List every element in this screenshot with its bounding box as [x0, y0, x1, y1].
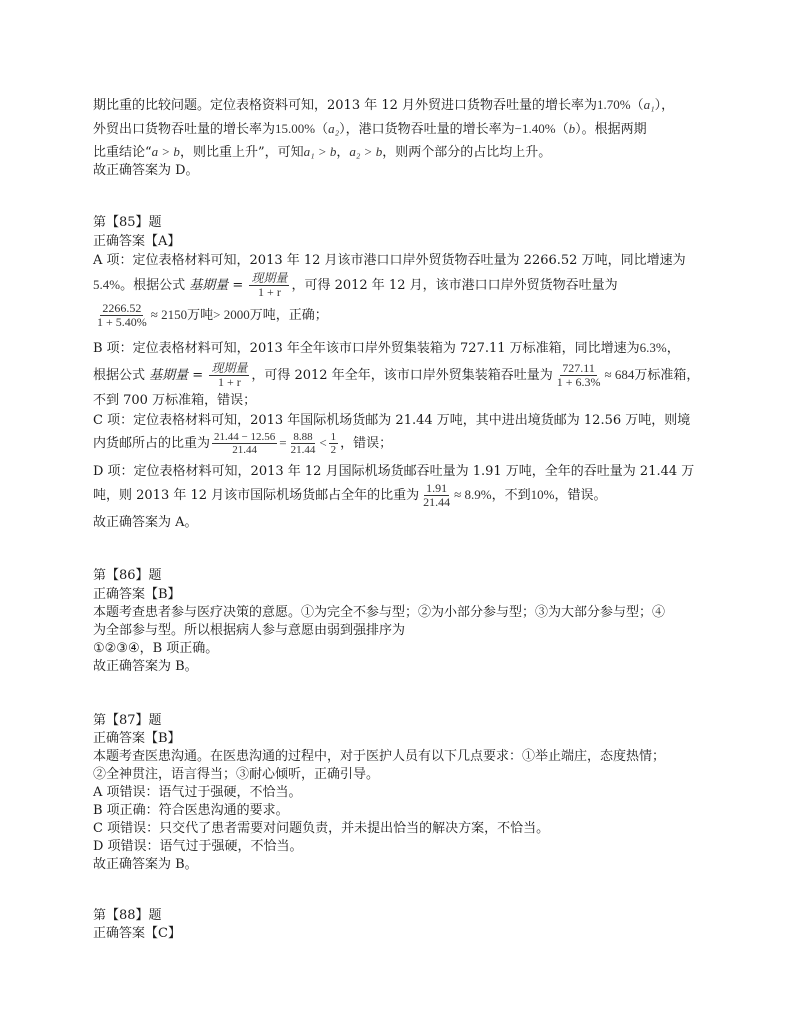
formula-fraction: $\frac{\text{现期量}}{1 + r}$	[211, 361, 248, 389]
q86-final: 故正确答案为 B。	[93, 659, 198, 674]
q84-line-1: 期比重的比较问题。定位表格资料可知，2013 年 12 月外贸进口货物吞吐量的增长率为1.70%（a₁），	[93, 97, 675, 113]
math-inline: 15.00%	[275, 121, 316, 136]
q88-answer: 正确答案【C】	[93, 926, 181, 941]
q87-option-d: D 项错误：语气过于强硬，不恰当。	[93, 839, 303, 854]
q85-a-line-1: A 项：定位表格材料可知，2013 年 12 月该市港口口岸外贸货物吞吐量为 2266.52 万吨，同比增速为	[93, 253, 686, 268]
q87-option-a: A 项错误：语气过于强硬，不恰当。	[93, 785, 302, 800]
q84-line-3: 比重结论“a > b，则比重上升”，可知a₁ > b，a₂ > b，则两个部分的占比均上升。	[93, 144, 552, 160]
q87-option-c: C 项错误：只交代了患者需要对问题负责，并未提出恰当的解决方案，不恰当。	[93, 821, 550, 836]
formula-fraction: $\frac{1}{2}$	[330, 431, 337, 456]
q85-b-line-2: 根据公式 基期量 = $\frac{\text{现期量}}{1 + r}$ ，可得 2012 年全年，该市口岸外贸集装箱吞吐量为 $\frac{727.11}{1 + 6.3\%}$ ≈ 684万标准箱，	[93, 361, 700, 389]
q87-title: 第【87】题	[93, 713, 162, 728]
q85-a-line-2: 5.4%。根据公式 基期量 = $\frac{\text{现期量}}{1 + r}$ ，可得 2012 年 12 月，该市港口口岸外贸货物吞吐量为	[93, 271, 618, 299]
math-inline: 5.4%	[93, 277, 121, 292]
q86-title: 第【86】题	[93, 568, 162, 583]
q87-final: 故正确答案为 B。	[93, 857, 198, 872]
q85-b-line-3: 不到 700 万标准箱，错误；	[93, 393, 257, 408]
q86-answer: 正确答案【B】	[93, 587, 181, 602]
math-inline: a > b	[151, 144, 180, 159]
q84-line-2: 外贸出口货物吞吐量的增长率为15.00%（a₂），港口货物吞吐量的增长率为−1.40%（b）。根据两期	[93, 121, 647, 137]
q85-title: 第【85】题	[93, 215, 162, 230]
q85-c-line-2: 内货邮所占的比重为 $\frac{21.44 - 12.56}{21.44}$ = $\frac{8.88}{21.44}$ < $\frac{1}{2}$ ，错误；	[93, 431, 393, 456]
math-inline: a₁	[643, 97, 655, 112]
math-inline: −1.40%	[514, 121, 556, 136]
q85-final: 故正确答案为 A。	[93, 515, 198, 530]
q87-answer: 正确答案【B】	[93, 731, 181, 746]
q85-d-line-1: D 项：定位表格材料可知，2013 年 12 月国际机场货邮吞吐量为 1.91 万吨，全年的吞吐量为 21.44 万	[93, 464, 695, 479]
q86-line-1: 本题考查患者参与医疗决策的意愿。①为完全不参与型；②为小部分参与型；③为大部分参与型；④	[93, 605, 666, 620]
q85-c-line-1: C 项：定位表格材料可知，2013 年国际机场货邮为 21.44 万吨，其中进出境货邮为 12.56 万吨，则境	[93, 413, 691, 428]
q85-b-line-1: B 项：定位表格材料可知，2013 年全年该市口岸外贸集装箱为 727.11 万标准箱，同比增速为6.3%，	[93, 340, 680, 356]
q87-option-b: B 项正确：符合医患沟通的要求。	[93, 803, 289, 818]
math-inline: 1.70%	[597, 97, 631, 112]
q86-line-2: 为全部参与型。所以根据病人参与意愿由弱到强排序为	[93, 623, 406, 638]
formula-fraction: $\frac{727.11}{1 + 6.3\%}$	[556, 361, 601, 389]
formula-fraction: $\frac{\text{现期量}}{1 + r}$	[251, 271, 288, 299]
q85-answer: 正确答案【A】	[93, 234, 181, 249]
q85-a-line-3: $\frac{2266.52}{1 + 5.40\%}$ ≈ 2150万吨> 2000万吨，正确；	[97, 301, 328, 329]
q88-title: 第【88】题	[93, 908, 162, 923]
math-inline: a₂ > b	[349, 144, 383, 159]
q87-line-1: 本题考查医患沟通。在医患沟通的过程中，对于医护人员有以下几点要求：①举止端庄，态度热情；	[93, 749, 666, 764]
q87-line-2: ②全神贯注，语言得当；③耐心倾听，正确引导。	[93, 767, 380, 782]
math-inline: b	[568, 121, 576, 136]
q85-d-line-2: 吨，则 2013 年 12 月该市国际机场货邮占全年的比重为 $\frac{1.91}{21.44}$ ≈ 8.9%，不到10%，错误。	[93, 481, 607, 509]
formula-fraction: $\frac{1.91}{21.44}$	[423, 481, 451, 509]
math-inline: a₂	[328, 121, 340, 136]
formula-fraction: $\frac{8.88}{21.44}$	[290, 431, 316, 456]
math-inline: a₁ > b	[303, 144, 337, 159]
q86-line-3: ①②③④，B 项正确。	[93, 641, 219, 656]
formula-fraction: $\frac{2266.52}{1 + 5.40\%}$	[97, 301, 147, 329]
math-inline: 6.3%	[639, 340, 667, 355]
formula-fraction: $\frac{21.44 - 12.56}{21.44}$	[214, 431, 276, 456]
q84-final: 故正确答案为 D。	[93, 163, 199, 178]
